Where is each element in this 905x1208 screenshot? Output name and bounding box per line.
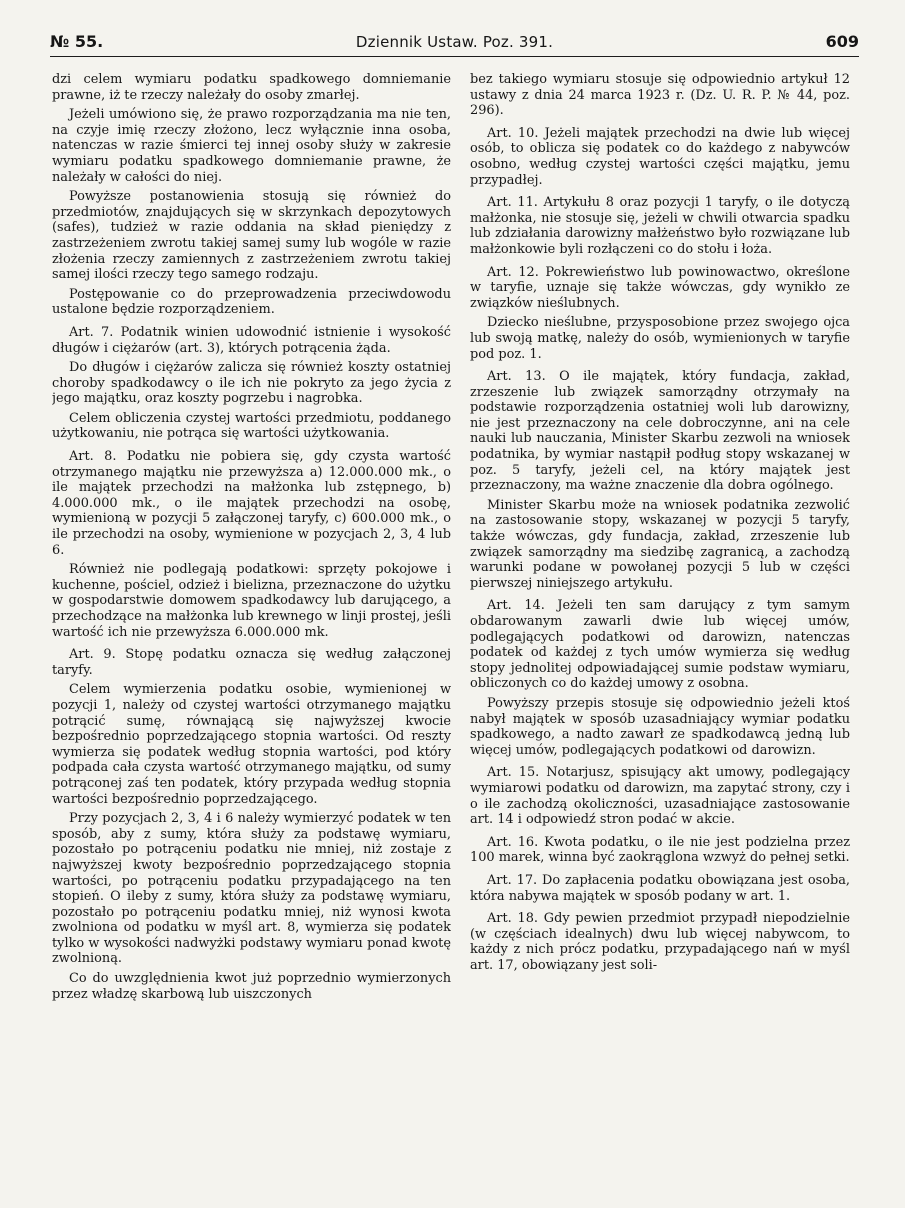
paragraph: Do długów i ciężarów zalicza się również koszty ostatniej choroby spadkodawcy o ile ich nie pokryto za jego życia z jego majątku, oraz koszty pogrzebu i nagrobka.	[52, 360, 451, 407]
left-column	[52, 72, 451, 1192]
paragraph: Powyższe postanowienia stosują się również do przedmiotów, znajdujących się w skrzynkach depozytowych (safes), tudzież w razie oddania na skład pieniędzy z zastrzeżeniem zwrotu takiej samej sumy lub wogóle w razie złożenia rzeczy zamiennych z zastrzeżeniem zwrotu takiej samej ilości rzeczy tego samego rodzaju.	[52, 189, 451, 283]
paragraph: dzi celem wymiaru podatku spadkowego domniemanie prawne, iż te rzeczy należały do osoby zmarłej.	[52, 72, 451, 103]
article-15: Art. 15. Notarjusz, spisujący akt umowy, podlegający wymiarowi podatku od darowizn, ma zapytać strony, czy i o ile zachodzą okoliczności, uzasadniające zastosowanie art. 14 i odpowiedź stron podać w akcie.	[470, 765, 850, 828]
paragraph: Minister Skarbu może na wniosek podatnika zezwolić na zastosowanie stopy, wskazanej w pozycji 5 taryfy, także wówczas, gdy fundacja, zakład, zrzeszenie lub związek samorządny ma siedzibę zagranicą, a zachodzą warunki podane w powołanej pozycji 5 lub w części pierwszej niniejszego artykułu.	[470, 497, 850, 591]
paragraph: Powyższy przepis stosuje się odpowiednio jeżeli ktoś nabył majątek w sposób uzasadniający wymiar podatku spadkowego, a nadto zawarł ze spadkodawcą jedną lub więcej umów, podlegających podatkowi od darowizn.	[470, 695, 850, 758]
paragraph: Dziecko nieślubne, przysposobione przez swojego ojca lub swoją matkę, należy do osób, wymienionych w taryfie pod poz. 1.	[470, 315, 850, 362]
paragraph: Co do uwzględnienia kwot już poprzednio wymierzonych przez władzę skarbową lub uiszczonych	[52, 971, 451, 1002]
paragraph: Postępowanie co do przeprowadzenia przeciwdowodu ustalone będzie rozporządzeniem.	[52, 286, 451, 318]
article-17: Art. 17. Do zapłacenia podatku obowiązana jest osoba, która nabywa majątek w sposób podany w art. 1.	[470, 872, 850, 904]
article-13: Art. 13. O ile majątek, który fundacja, zakład, zrzeszenie lub związek samorządny otrzymały na podstawie rozporządzenia ostatniej woli lub darowizny, nie jest przeznaczony na cele dobroczynne, ani na cele nauki lub nauczania, Minister Skarbu zezwoli na wniosek podatnika, by wymiar nastąpił podług stopy wskazanej w poz. 5 taryfy, jeżeli cel, na który majątek jest przeznaczony, ma ważne znaczenie dla dobra ogólnego.	[470, 369, 850, 494]
paragraph: Celem wymierzenia podatku osobie, wymienionej w pozycji 1, należy od czystej wartości otrzymanego majątku potrącić sumę, równającą się najwyższej kwocie bezpośrednio poprzedzającego stopnia wartości. Od reszty wymierza się podatek według stopnia wartości, pod który podpada cała czysta wartość otrzymanego majątku, od sumy potrąconej zaś ten podatek, który przypada według stopnia wartości bezpośrednio poprzedzającego.	[52, 682, 451, 807]
article-9: Art. 9. Stopę podatku oznacza się według załączonej taryfy.	[52, 647, 451, 678]
article-11: Art. 11. Artykułu 8 oraz pozycji 1 taryfy, o ile dotyczą małżonka, nie stosuje się, jeżeli w chwili otwarcia spadku lub zdziałania darowizny małżeństwo było rozwiązane lub małżonkowie byli rozłączeni co do stołu i łoża.	[470, 195, 850, 257]
article-18: Art. 18. Gdy pewien przedmiot przypadł niepodzielnie (w częściach idealnych) dwu lub więcej nabywcom, to każdy z nich prócz podatku, przypadającego nań w myśl art. 17, obowiązany jest soli-	[470, 911, 850, 973]
paragraph: Również nie podlegają podatkowi: sprzęty pokojowe i kuchenne, pościel, odzież i bielizna, przeznaczone do użytku w gospodarstwie domowem spadkodawcy lub darującego, a przechodzące na małżonka lub krewnego w linji prostej, jeśli wartość ich nie przewyższa 6.000.000 mk.	[52, 562, 451, 640]
issue-number: № 55.	[50, 32, 104, 51]
right-column	[470, 72, 850, 1192]
paragraph: Przy pozycjach 2, 3, 4 i 6 należy wymierzyć podatek w ten sposób, aby z sumy, która służy za podstawę wymiaru, pozostało po potrąceniu podatku nie mniej, niż zostaje z najwyższej kwoty bezpośrednio poprzedzającego stopnia wartości, po potrąceniu podatku przypadającego na ten stopień. O ileby z sumy, która służy za podstawę wymiaru, pozostało po potrąceniu podatku mniej, niż wynosi kwota zwolniona od podatku w myśl art. 8, wymierza się podatek tylko w wysokości nadwyżki podstawy wymiaru ponad kwotę zwolnioną.	[52, 811, 451, 967]
page-header	[50, 30, 859, 57]
article-7: Art. 7. Podatnik winien udowodnić istnienie i wysokość długów i ciężarów (art. 3), których potrącenia żąda.	[52, 324, 451, 356]
paragraph: Jeżeli umówiono się, że prawo rozporządzania ma nie ten, na czyje imię rzeczy złożono, lecz wyłącznie inna osoba, natenczas w razie śmierci tej innej osoby służy w zakresie wymiaru podatku spadkowego domniemanie prawne, że należały w całości do niej.	[52, 107, 451, 185]
article-16: Art. 16. Kwota podatku, o ile nie jest podzielna przez 100 marek, winna być zaokrąglona wzwyż do pełnej setki.	[470, 834, 850, 866]
article-14: Art. 14. Jeżeli ten sam darujący z tym samym obdarowanym zawarli dwie lub więcej umów, podlegających podatkowi od darowizn, natenczas podatek od każdej z tych umów wymierza się według stopy jednolitej odpowiadającej sumie podstaw wymiaru, obliczonych co do każdej umowy z osobna.	[470, 598, 850, 692]
article-10: Art. 10. Jeżeli majątek przechodzi na dwie lub więcej osób, to oblicza się podatek co do każdego z nabywców osobno, według czystej wartości części majątku, jemu przypadłej.	[470, 125, 850, 188]
paragraph: Celem obliczenia czystej wartości przedmiotu, poddanego użytkowaniu, nie potrąca się wartości użytkowania.	[52, 410, 451, 442]
article-8: Art. 8. Podatku nie pobiera się, gdy czysta wartość otrzymanego majątku nie przewyższa a) 12.000.000 mk., o ile majątek przechodzi na małżonka lub zstępnego, b) 4.000.000 mk., o ile majątek przechodzi na osobę, wymienioną w pozycji 5 załączonej taryfy, c) 600.000 mk., o ile przechodzi na osoby, wymienione w pozycjach 2, 3, 4 lub 6.	[52, 449, 451, 558]
article-12: Art. 12. Pokrewieństwo lub powinowactwo, określone w taryfie, uznaje się także wówczas, gdy wynikło ze związków nieślubnych.	[470, 264, 850, 311]
page-number: 609	[825, 32, 859, 51]
paragraph: bez takiego wymiaru stosuje się odpowiednio artykuł 12 ustawy z dnia 24 marca 1923 r. (Dz. U. R. P. № 44, poz. 296).	[470, 72, 850, 119]
journal-title: Dziennik Ustaw. Poz. 391.	[355, 33, 554, 51]
